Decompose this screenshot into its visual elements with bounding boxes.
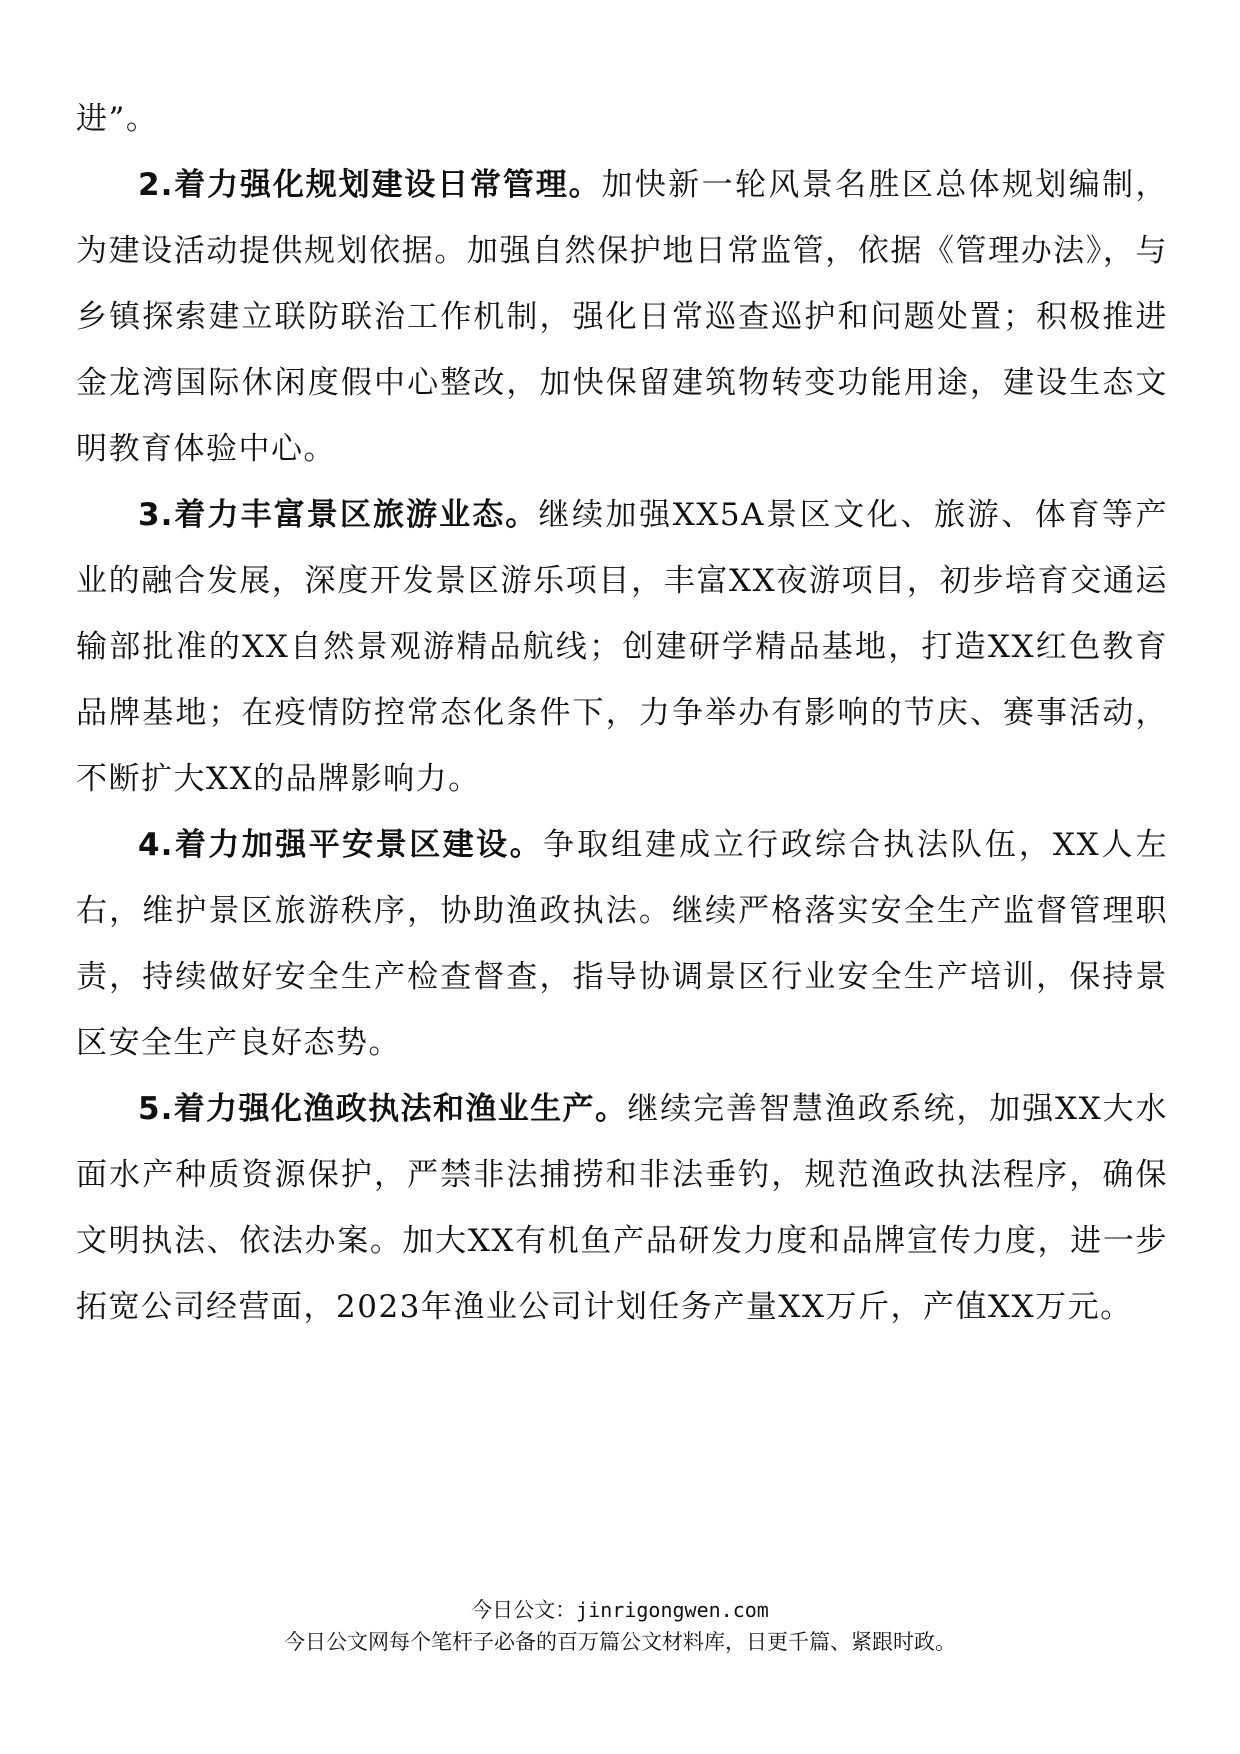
footer-url-link[interactable]: jinrigongwen.com xyxy=(576,1598,769,1622)
paragraph-item-4 xyxy=(76,812,1168,1076)
paragraph-text: 争取组建成立行政综合执法队伍，XX人左右，维护景区旅游秩序，协助渔政执法。继续严格落实安全生产监督管理职责，持续做好安全生产检查督查，指导协调景区行业安全生产培训，保持景区安全生产良好态势。 xyxy=(76,827,1168,1061)
paragraph-item-5 xyxy=(76,1076,1168,1340)
document-body xyxy=(76,86,1168,1340)
paragraph-text: 继续加强XX5A景区文化、旅游、体育等产业的融合发展，深度开发景区游乐项目，丰富XX夜游项目，初步培育交通运输部批准的XX自然景观游精品航线；创建研学精品基地，打造XX红色教育品牌基地；在疫情防控常态化条件下，力争举办有影响的节庆、赛事活动，不断扩大XX的品牌影响力。 xyxy=(76,497,1168,797)
paragraph-text: 加快新一轮风景名胜区总体规划编制，为建设活动提供规划依据。加强自然保护地日常监管，依据《管理办法》，与乡镇探索建立联防联治工作机制，强化日常巡查巡护和问题处置；积极推进金龙湾国际休闲度假中心整改，加快保留建筑物转变功能用途，建设生态文明教育体验中心。 xyxy=(76,167,1168,467)
paragraph-text: 继续完善智慧渔政系统，加强XX大水面水产种质资源保护，严禁非法捕捞和非法垂钓，规范渔政执法程序，确保文明执法、依法办案。加大XX有机鱼产品研发力度和品牌宣传力度，进一步拓宽公司经营面，2023年渔业公司计划任务产量XX万斤，产值XX万元。 xyxy=(76,1091,1168,1325)
paragraph-item-2 xyxy=(76,152,1168,482)
paragraph-heading: 5.着力强化渔政执法和渔业生产。 xyxy=(138,1091,628,1127)
footer-label: 今日公文： xyxy=(471,1598,577,1622)
footer-site-line xyxy=(0,1596,1240,1624)
paragraph-heading: 4.着力加强平安景区建设。 xyxy=(138,827,544,863)
footer-slogan: 今日公文网每个笔杆子必备的百万篇公文材料库，日更千篇、紧跟时政。 xyxy=(284,1630,956,1654)
paragraph-heading: 3.着力丰富景区旅游业态。 xyxy=(138,497,539,533)
continuation-paragraph: 进”。 xyxy=(76,101,159,137)
paragraph-item-3 xyxy=(76,482,1168,812)
paragraph-heading: 2.着力强化规划建设日常管理。 xyxy=(138,167,602,203)
